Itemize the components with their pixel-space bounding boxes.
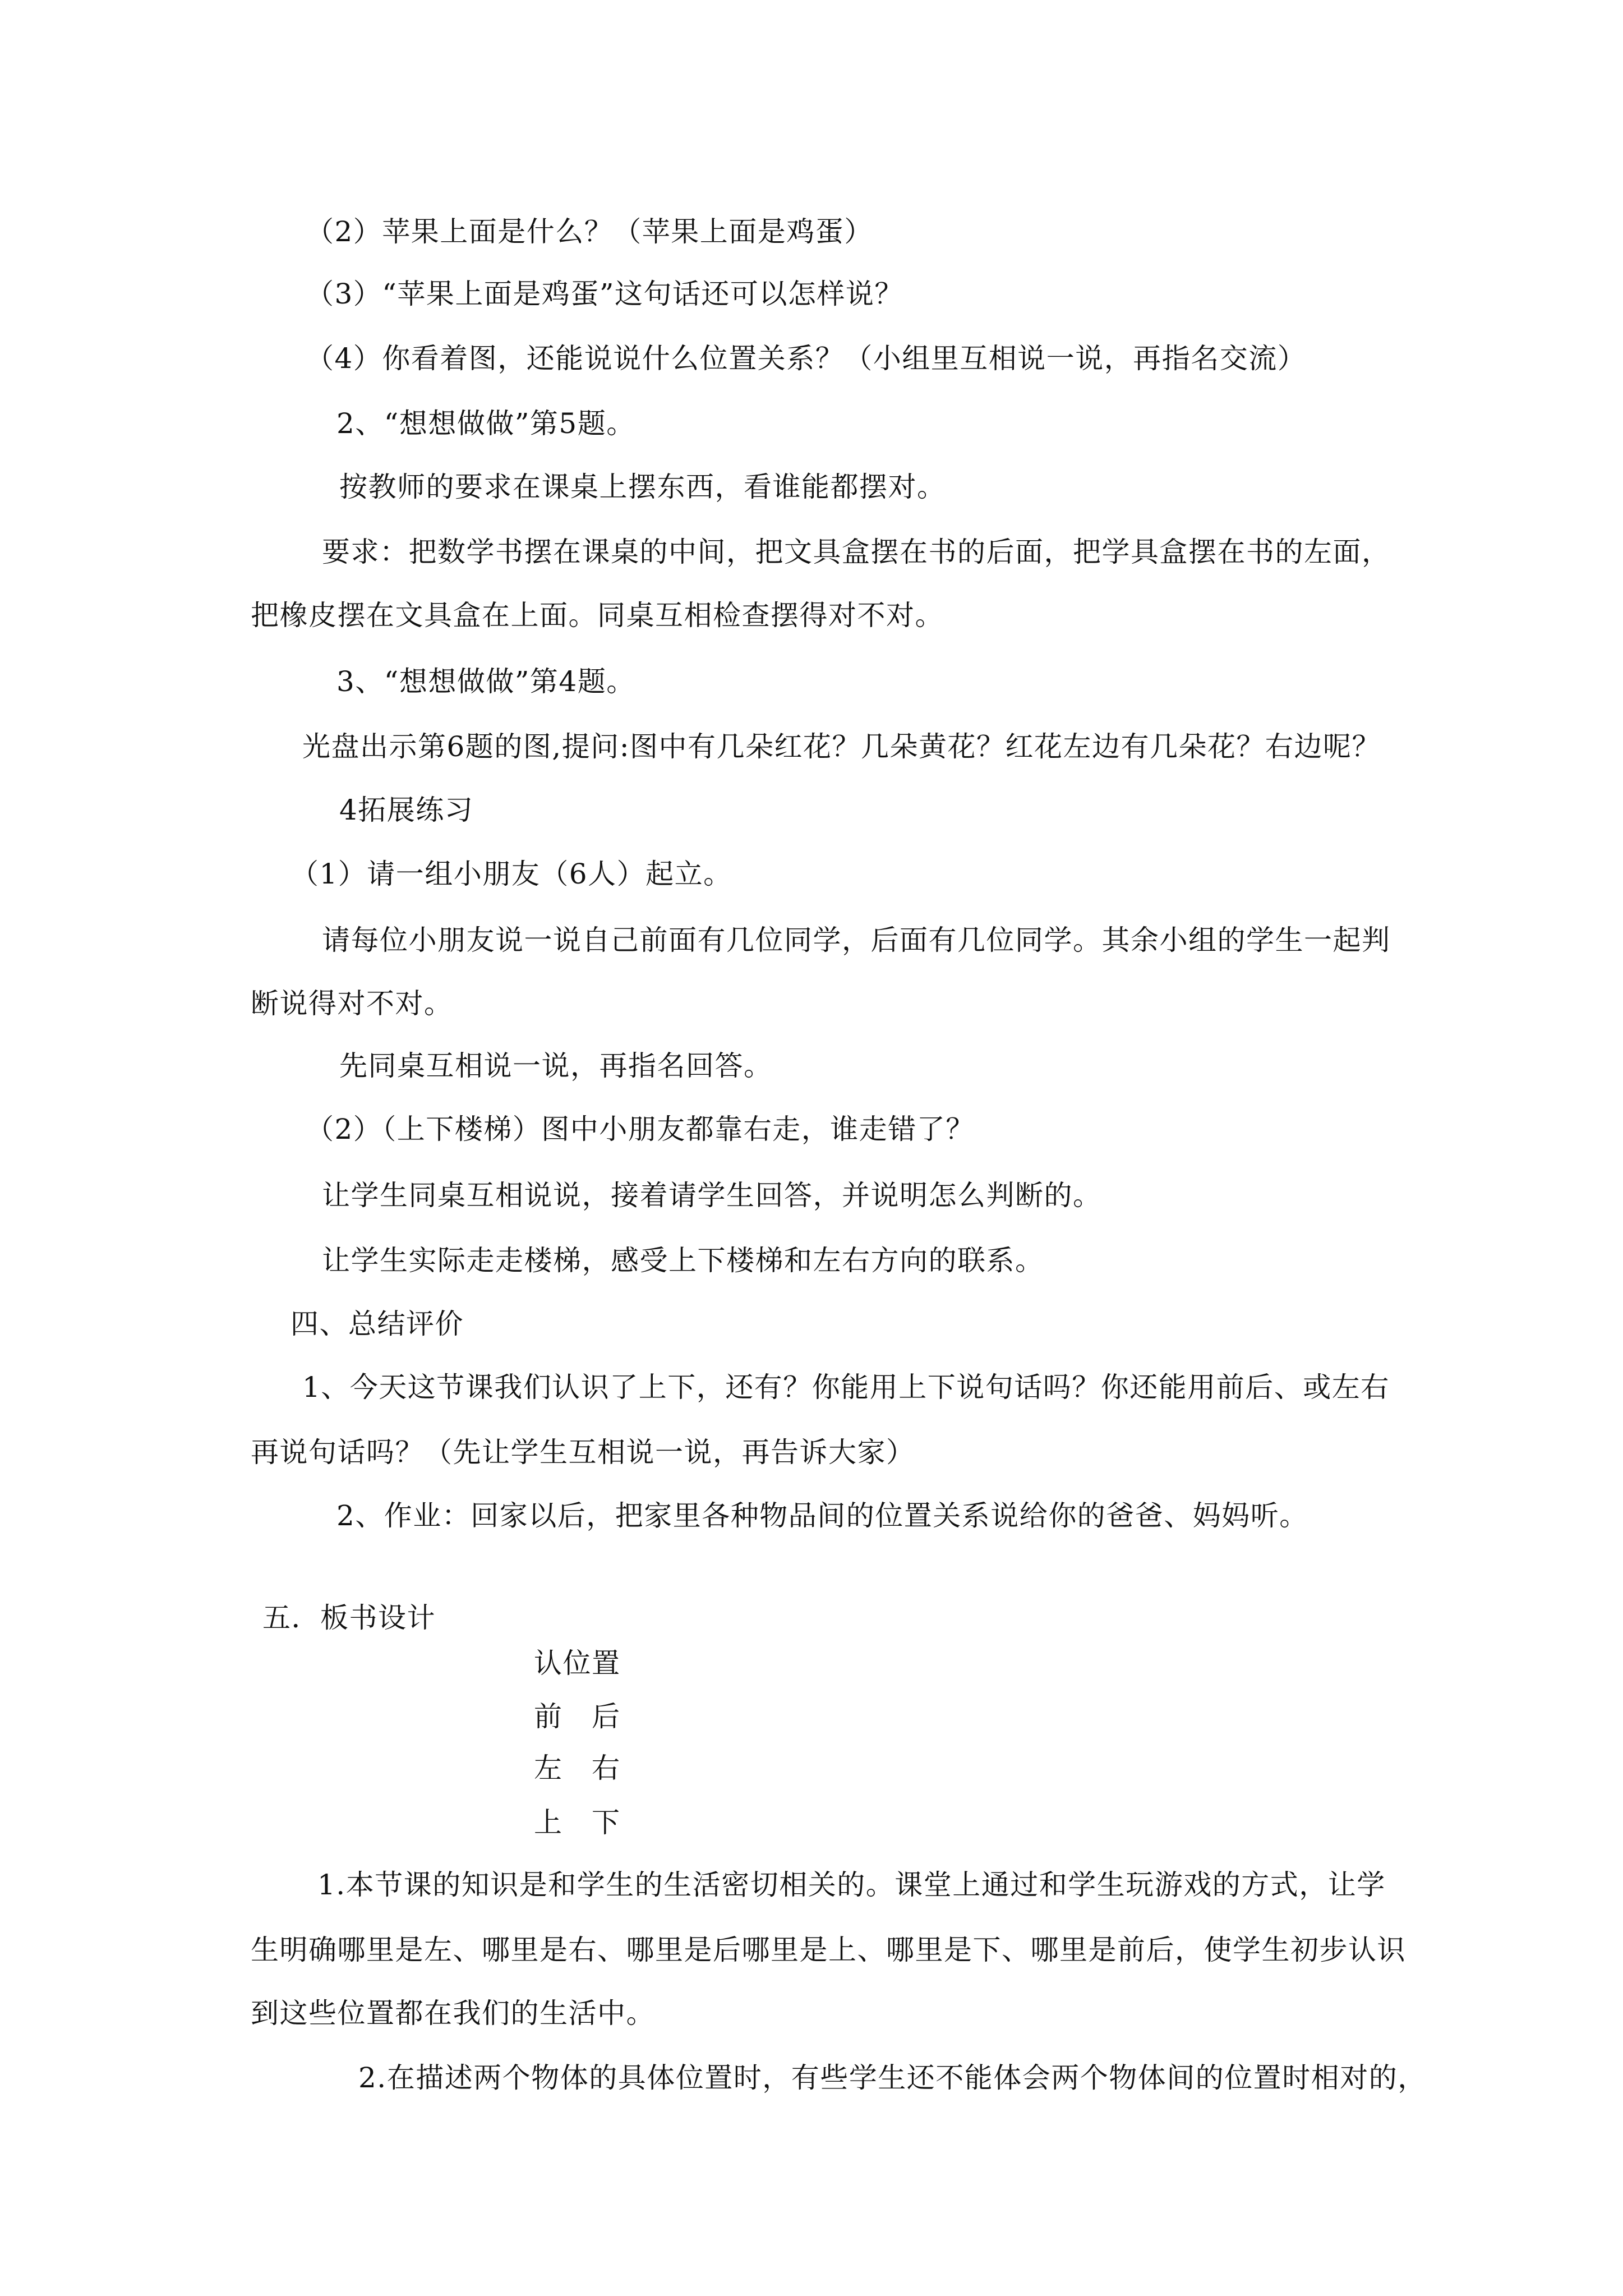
activity-instruction-line: 断说得对不对。 — [251, 987, 453, 1020]
reflection-line: 生明确哪里是左、哪里是右、哪里是后哪里是上、哪里是下、哪里是前后，使学生初步认识 — [251, 1934, 1406, 1966]
requirement-line: 把橡皮摆在文具盒在上面。同桌互相检查摆得对不对。 — [251, 599, 944, 632]
board-design-title: 认位置 — [534, 1647, 621, 1680]
exercise-prompt: 光盘出示第6题的图,提问:图中有几朵红花？几朵黄花？红花左边有几朵花？右边呢？ — [302, 730, 1381, 763]
summary-heading: 四、总结评价 — [291, 1308, 464, 1340]
exercise-heading: 2、“想想做做”第5题。 — [336, 407, 635, 440]
activity-title: （2）（上下楼梯）图中小朋友都靠右走，谁走错了？ — [306, 1113, 975, 1145]
reflection-line: 2.在描述两个物体的具体位置时，有些学生还不能体会两个物体间的位置时相对的， — [358, 2062, 1427, 2094]
requirement-line: 要求：把数学书摆在课桌的中间，把文具盒摆在书的后面，把学具盒摆在书的左面， — [322, 536, 1391, 568]
board-design-pair: 左 右 — [534, 1752, 621, 1784]
summary-item-line: 1、今天这节课我们认识了上下，还有？你能用上下说句话吗？你还能用前后、或左右 — [302, 1371, 1390, 1404]
reflection-line: 到这些位置都在我们的生活中。 — [251, 1997, 655, 2030]
board-design-heading: 五．板书设计 — [262, 1602, 436, 1634]
question-item: （4）你看着图，还能说说什么位置关系？（小组里互相说一说，再指名交流） — [306, 342, 1307, 375]
board-design-pair: 上 下 — [534, 1806, 621, 1839]
reflection-line: 1.本节课的知识是和学生的生活密切相关的。课堂上通过和学生玩游戏的方式，让学 — [317, 1869, 1386, 1901]
question-item: （3）“苹果上面是鸡蛋”这句话还可以怎样说？ — [306, 278, 903, 310]
extension-heading: 4拓展练习 — [339, 794, 474, 826]
board-design-pair: 前 后 — [534, 1700, 621, 1733]
exercise-heading: 3、“想想做做”第4题。 — [336, 665, 635, 698]
summary-item-line: 再说句话吗？（先让学生互相说一说，再告诉大家） — [251, 1436, 915, 1469]
activity-note: 先同桌互相说一说，再指名回答。 — [339, 1050, 773, 1082]
homework-item: 2、作业：回家以后，把家里各种物品间的位置关系说给你的爸爸、妈妈听。 — [336, 1499, 1308, 1532]
activity-instruction-line: 请每位小朋友说一说自己前面有几位同学，后面有几位同学。其余小组的学生一起判 — [322, 924, 1391, 956]
exercise-instruction: 按教师的要求在课桌上摆东西，看谁能都摆对。 — [339, 471, 946, 503]
question-item: （2）苹果上面是什么？（苹果上面是鸡蛋） — [306, 215, 873, 248]
activity-step: 让学生实际走走楼梯，感受上下楼梯和左右方向的联系。 — [322, 1244, 1044, 1277]
activity-title: （1）请一组小朋友（6人）起立。 — [291, 858, 732, 890]
activity-step: 让学生同桌互相说说，接着请学生回答，并说明怎么判断的。 — [322, 1179, 1102, 1212]
